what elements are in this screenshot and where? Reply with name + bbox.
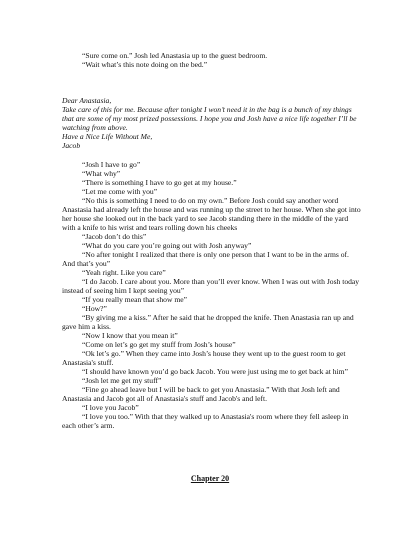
paragraph: “Sure come on.” Josh led Anastasia up to the guest bedroom. [82, 51, 268, 60]
letter-note [62, 96, 362, 150]
story-section [62, 160, 362, 430]
paragraph: “I should have known you’d go back Jacob. You were just using me to get back at him” [82, 367, 348, 376]
paragraph: “Wait what’s this note doing on the bed.” [82, 60, 208, 69]
paragraph: “There is something I have to go get at my house.” [82, 178, 237, 187]
paragraph: “Come on let’s go get my stuff from Josh’s house” [82, 340, 236, 349]
paragraph: “Fine go ahead leave but I will be back to get you Anastasia.” With that Josh left and Anastasia and Jacob got all of Anastasia's stuff and Jacob's and left. [62, 385, 340, 403]
paragraph: “How?” [82, 304, 107, 313]
paragraph: “If you really mean that show me” [82, 295, 188, 304]
letter-body: Take care of this for me. Because after tonight I won’t need it in the bag is a bunch of my things that are some of my most prized possessions. I hope you and Josh have a nice life together I’ll be watching from above. [62, 105, 357, 132]
letter-closing: Have a Nice Life Without Me, [62, 132, 153, 141]
paragraph: “I love you too.” With that they walked up to Anastasia's room where they fell asleep in each other’s arm. [62, 412, 349, 430]
paragraph: “What why” [82, 169, 121, 178]
paragraph: “What do you care you’re going out with Josh anyway” [82, 241, 252, 250]
paragraph: “Ok let’s go.” When they came into Josh’s house they went up to the guest room to get Anastasia's stuff. [62, 349, 346, 367]
paragraph: “Josh let me get my stuff” [82, 376, 162, 385]
chapter-heading: Chapter 20 [190, 474, 230, 483]
paragraph: “Yeah right. Like you care” [82, 268, 166, 277]
paragraph: “Now I know that you mean it” [82, 331, 178, 340]
opening-section [62, 51, 362, 69]
paragraph: “Josh I have to go” [82, 160, 141, 169]
paragraph: “No after tonight I realized that there is only one person that I want to be in the arms of. And that’s you” [62, 250, 349, 268]
paragraph: “Jacob don’t do this” [82, 232, 147, 241]
paragraph: “I love you Jacob” [82, 403, 139, 412]
paragraph: “By giving me a kiss.” After he said that he dropped the knife. Then Anastasia ran up and gave him a kiss. [62, 313, 354, 331]
letter-signature: Jacob [62, 141, 81, 150]
paragraph: “I do Jacob. I care about you. More than you’ll ever know. When I was out with Josh today instead of seeing him I kept seeing you” [62, 277, 360, 295]
paragraph: “No this is something I need to do on my own.” Before Josh could say another word Anastasia had already left the house and was running up the street to her house. When she got into her house she looked out in the back yard to see Jacob standing there in the middle of the yard with a knife to his wrist and tears rolling down his cheeks [62, 196, 361, 232]
letter-salutation: Dear Anastasia, [62, 96, 112, 105]
paragraph: “Let me come with you” [82, 187, 158, 196]
